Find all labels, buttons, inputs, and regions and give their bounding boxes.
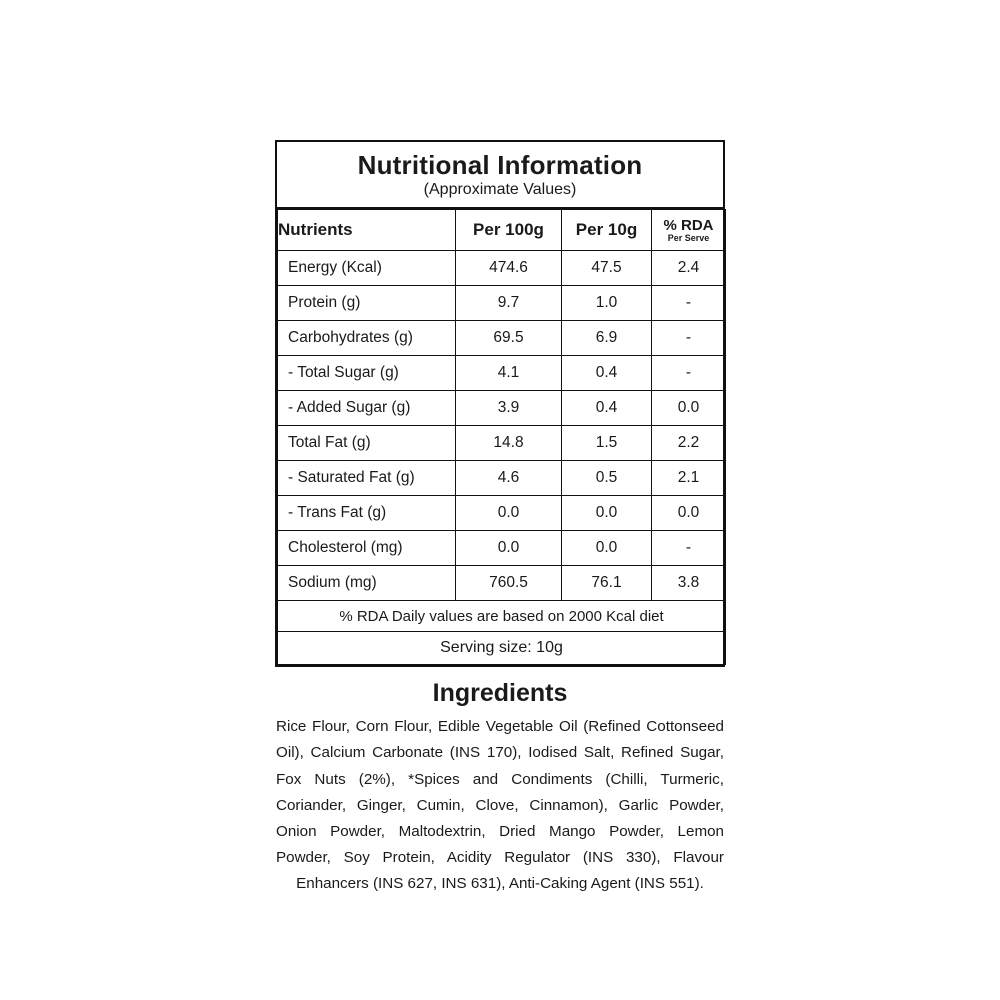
nutrient-rda: 0.0 — [652, 391, 726, 426]
rda-main-label: % RDA — [663, 216, 714, 234]
nutrient-per-100g: 0.0 — [456, 496, 562, 531]
rda-sub-label: Per Serve — [667, 232, 710, 243]
column-header-per-100g: Per 100g — [456, 210, 562, 251]
nutrient-per-10g: 1.0 — [562, 286, 652, 321]
table-row — [278, 461, 726, 496]
nutrition-table — [277, 209, 726, 665]
table-row — [278, 356, 726, 391]
nutrient-per-100g: 4.1 — [456, 356, 562, 391]
column-header-per-10g: Per 10g — [562, 210, 652, 251]
nutrient-per-100g: 3.9 — [456, 391, 562, 426]
table-footnote-row — [278, 601, 726, 632]
nutrient-per-10g: 6.9 — [562, 321, 652, 356]
nutrient-rda: 2.1 — [652, 461, 726, 496]
nutrient-rda: - — [652, 321, 726, 356]
ingredients-title: Ingredients — [432, 679, 568, 708]
nutrient-name: - Total Sugar (g) — [278, 356, 456, 391]
nutrient-name: Cholesterol (mg) — [278, 531, 456, 566]
table-row — [278, 531, 726, 566]
nutrition-subtitle: (Approximate Values) — [423, 181, 577, 199]
nutrient-name: - Trans Fat (g) — [278, 496, 456, 531]
serving-size: Serving size: 10g — [278, 632, 726, 665]
nutrient-per-10g: 0.4 — [562, 356, 652, 391]
nutrient-rda: 0.0 — [652, 496, 726, 531]
nutrient-per-10g: 0.0 — [562, 531, 652, 566]
table-row — [278, 286, 726, 321]
nutrition-label — [275, 140, 725, 897]
table-row — [278, 566, 726, 601]
nutrition-title: Nutritional Information — [357, 150, 643, 180]
nutrient-rda: 3.8 — [652, 566, 726, 601]
nutrient-per-10g: 0.4 — [562, 391, 652, 426]
nutrient-name: - Saturated Fat (g) — [278, 461, 456, 496]
table-header-row — [278, 210, 726, 251]
nutrient-per-10g: 0.0 — [562, 496, 652, 531]
nutrient-name: - Added Sugar (g) — [278, 391, 456, 426]
nutrient-rda: 2.4 — [652, 251, 726, 286]
nutrient-rda: - — [652, 356, 726, 391]
rda-footnote: % RDA Daily values are based on 2000 Kcal diet — [278, 601, 726, 632]
nutrient-per-100g: 0.0 — [456, 531, 562, 566]
table-row — [278, 251, 726, 286]
table-row — [278, 321, 726, 356]
column-header-nutrients: Nutrients — [278, 210, 456, 251]
nutrient-name: Total Fat (g) — [278, 426, 456, 461]
ingredients-text: Rice Flour, Corn Flour, Edible Vegetable Oil (Refined Cottonseed Oil), Calcium Carbonate (INS 170), Iodised Salt, Refined Sugar, Fox Nuts (2%), *Spices and Condiments (Chilli, Turmeric, Coriander, Ginger, Cumin, Clove, Cinnamon), Garlic Powder, Onion Powder, Maltodextrin, Dried Mango Powder, Lemon Powder, Soy Protein, Acidity Regulator (INS 330), Flavour Enhancers (INS 627, INS 631), Anti-Caking Agent (INS 551). — [276, 718, 724, 893]
nutrient-rda: - — [652, 531, 726, 566]
table-row — [278, 391, 726, 426]
nutrient-per-100g: 760.5 — [456, 566, 562, 601]
nutrition-header — [277, 142, 723, 209]
nutrient-per-10g: 1.5 — [562, 426, 652, 461]
nutrient-per-100g: 14.8 — [456, 426, 562, 461]
nutrient-per-10g: 76.1 — [562, 566, 652, 601]
nutrient-per-10g: 47.5 — [562, 251, 652, 286]
table-row — [278, 426, 726, 461]
nutrient-rda: 2.2 — [652, 426, 726, 461]
nutrient-name: Protein (g) — [278, 286, 456, 321]
nutrient-per-100g: 4.6 — [456, 461, 562, 496]
nutrient-name: Energy (Kcal) — [278, 251, 456, 286]
ingredients-section — [275, 679, 725, 897]
nutrient-per-100g: 69.5 — [456, 321, 562, 356]
nutrient-per-100g: 474.6 — [456, 251, 562, 286]
nutrient-name: Carbohydrates (g) — [278, 321, 456, 356]
nutrient-per-100g: 9.7 — [456, 286, 562, 321]
nutrient-name: Sodium (mg) — [278, 566, 456, 601]
nutrition-panel — [275, 140, 725, 667]
table-row — [278, 496, 726, 531]
nutrient-per-10g: 0.5 — [562, 461, 652, 496]
nutrient-rda: - — [652, 286, 726, 321]
column-header-rda — [652, 210, 726, 251]
table-serving-row — [278, 632, 726, 665]
